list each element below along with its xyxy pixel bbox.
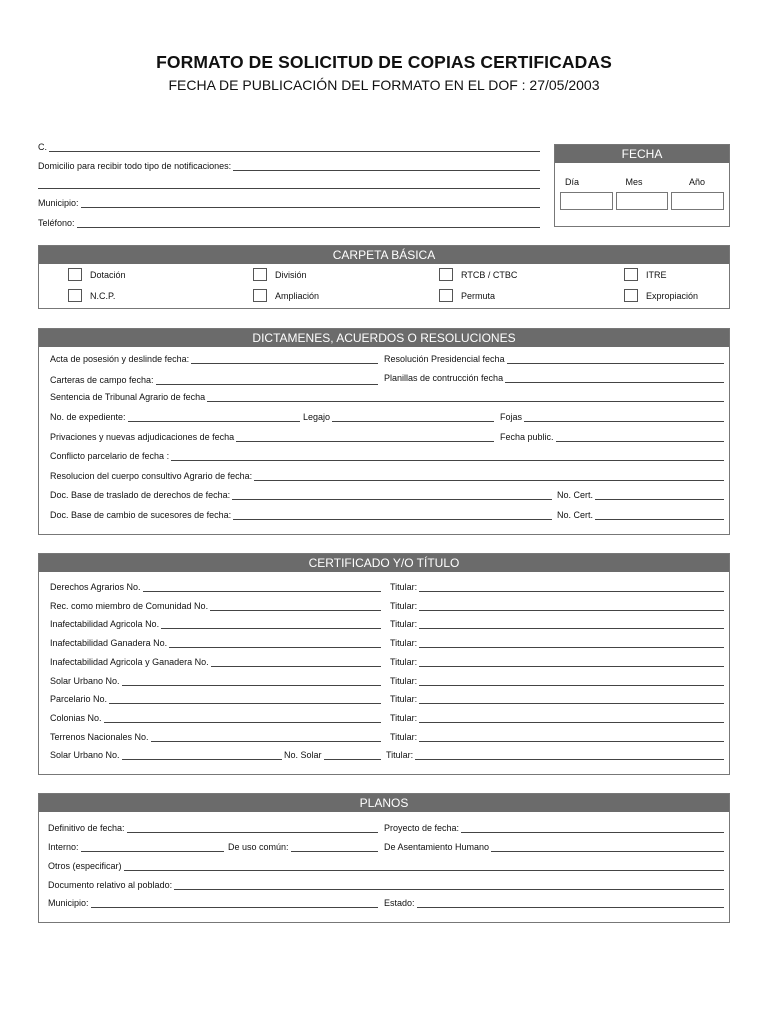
- titular-field[interactable]: [390, 732, 724, 743]
- planos-header: PLANOS: [39, 794, 729, 812]
- documento-label: Documento relativo al poblado:: [48, 880, 173, 890]
- cert-row-label: Rec. como miembro de Comunidad No.: [50, 601, 209, 611]
- titular-field[interactable]: [390, 638, 724, 649]
- telefono-field[interactable]: [38, 218, 540, 229]
- checkbox-dotacion[interactable]: [68, 268, 126, 281]
- titular-label: Titular:: [390, 619, 418, 629]
- titular-field[interactable]: [390, 657, 724, 668]
- cert-row-field[interactable]: [50, 619, 381, 630]
- uso-comun-label: De uso común:: [228, 842, 289, 852]
- titular-label: Titular:: [390, 694, 418, 704]
- cert-row-label: Parcelario No.: [50, 694, 108, 704]
- municipio-field[interactable]: [38, 198, 540, 209]
- cert-row-field[interactable]: [50, 638, 381, 649]
- carteras-field[interactable]: [50, 375, 378, 386]
- checkbox-ampliacion[interactable]: [253, 289, 319, 302]
- cert-row-label: Terrenos Nacionales No.: [50, 732, 149, 742]
- estado-field[interactable]: [384, 898, 724, 909]
- expediente-field[interactable]: [50, 412, 300, 423]
- domicilio-label: Domicilio para recibir todo tipo de notificaciones:: [38, 161, 232, 171]
- municipio-label: Municipio:: [38, 198, 79, 208]
- titular-field[interactable]: [390, 619, 724, 630]
- asentamiento-field[interactable]: [384, 842, 724, 853]
- form-title: FORMATO DE SOLICITUD DE COPIAS CERTIFICADAS: [156, 52, 612, 72]
- titular-label: Titular:: [390, 601, 418, 611]
- cert-row-field[interactable]: [50, 601, 381, 612]
- planillas-label: Planillas de contrucción fecha: [384, 373, 504, 383]
- cert-row-field[interactable]: [50, 750, 282, 761]
- checkbox-label: ITRE: [646, 269, 667, 280]
- checkbox-label: RTCB / CTBC: [461, 269, 518, 280]
- carpeta-header: CARPETA BÁSICA: [39, 246, 729, 264]
- fecha-box: [554, 144, 730, 227]
- titular-label: Titular:: [390, 657, 418, 667]
- checkbox-rtcb[interactable]: [439, 268, 517, 281]
- privaciones-field[interactable]: [50, 432, 494, 443]
- checkbox-permuta[interactable]: [439, 289, 495, 302]
- definitivo-label: Definitivo de fecha:: [48, 823, 125, 833]
- sentencia-field[interactable]: [50, 392, 724, 403]
- conflicto-field[interactable]: [50, 451, 724, 462]
- cert-row-label: Inafectabilidad Agricola y Ganadera No.: [50, 657, 209, 667]
- cert-row-label: Derechos Agrarios No.: [50, 582, 141, 592]
- no-cert-label: No. Cert.: [557, 490, 594, 500]
- planos-municipio-label: Municipio:: [48, 898, 89, 908]
- cert-row-label: Solar Urbano No.: [50, 750, 120, 760]
- titular-field[interactable]: [390, 601, 724, 612]
- checkbox-label: N.C.P.: [90, 290, 116, 301]
- checkbox-box[interactable]: [253, 268, 267, 281]
- fecha-header: FECHA: [555, 145, 729, 163]
- acta-field[interactable]: [50, 354, 378, 365]
- checkbox-box[interactable]: [68, 289, 82, 302]
- cert-row-label: Inafectabilidad Ganadera No.: [50, 638, 168, 648]
- no-solar-field[interactable]: [284, 750, 381, 761]
- resolucion-cuerpo-label: Resolucion del cuerpo consultivo Agrario de fecha:: [50, 471, 253, 481]
- sentencia-label: Sentencia de Tribunal Agrario de fecha: [50, 392, 206, 402]
- form-subtitle: FECHA DE PUBLICACIÓN DEL FORMATO EN EL DOF : 27/05/2003: [168, 77, 600, 93]
- checkbox-label: Ampliación: [275, 290, 320, 301]
- carteras-label: Carteras de campo fecha:: [50, 375, 154, 385]
- checkbox-itre[interactable]: [624, 268, 667, 281]
- domicilio-field[interactable]: [38, 161, 540, 172]
- interno-label: Interno:: [48, 842, 79, 852]
- telefono-label: Teléfono:: [38, 218, 75, 228]
- planos-municipio-field[interactable]: [48, 898, 378, 909]
- cert-row-label: Colonias No.: [50, 713, 102, 723]
- no-cert-field-1[interactable]: [557, 490, 724, 501]
- legajo-label: Legajo: [303, 412, 331, 422]
- fecha-public-label: Fecha public.: [500, 432, 554, 442]
- certificado-header: CERTIFICADO Y/O TÍTULO: [39, 554, 729, 572]
- otros-field[interactable]: [48, 861, 724, 872]
- fecha-public-field[interactable]: [500, 432, 724, 443]
- checkbox-division[interactable]: [253, 268, 307, 281]
- titular-field[interactable]: [390, 713, 724, 724]
- cert-row-field[interactable]: [50, 582, 381, 593]
- fojas-field[interactable]: [500, 412, 724, 423]
- checkbox-box[interactable]: [439, 289, 453, 302]
- checkbox-expropiacion[interactable]: [624, 289, 698, 302]
- checkbox-label: Permuta: [461, 290, 496, 301]
- cert-row-label: Solar Urbano No.: [50, 676, 120, 686]
- doc-traslado-field[interactable]: [50, 490, 552, 501]
- checkbox-label: Dotación: [90, 269, 126, 280]
- titular-field[interactable]: [390, 676, 724, 687]
- otros-label: Otros (especificar): [48, 861, 122, 871]
- mes-label: Mes: [625, 177, 643, 187]
- dictamenes-header: DICTAMENES, ACUERDOS O RESOLUCIONES: [39, 329, 729, 347]
- titular-label: Titular:: [390, 638, 418, 648]
- anio-input[interactable]: [671, 192, 724, 210]
- doc-cambio-label: Doc. Base de cambio de sucesores de fecha:: [50, 510, 232, 520]
- resolucion-cuerpo-field[interactable]: [50, 471, 724, 482]
- anio-label: Año: [688, 177, 705, 187]
- c-field[interactable]: [38, 142, 540, 153]
- no-cert-label: No. Cert.: [557, 510, 594, 520]
- c-label: C.: [38, 142, 47, 152]
- definitivo-field[interactable]: [48, 823, 378, 834]
- cert-row-field[interactable]: [50, 676, 381, 687]
- acta-label: Acta de posesión y deslinde fecha:: [50, 354, 190, 364]
- dia-label: Día: [565, 177, 580, 187]
- checkbox-box[interactable]: [624, 268, 638, 281]
- privaciones-label: Privaciones y nuevas adjudicaciones de fecha: [50, 432, 235, 442]
- cert-row-field[interactable]: [50, 694, 381, 705]
- asentamiento-label: De Asentamiento Humano: [384, 842, 490, 852]
- titular-field[interactable]: [386, 750, 724, 761]
- cert-row-field[interactable]: [50, 713, 381, 724]
- cert-row-label: Inafectabilidad Agricola No.: [50, 619, 160, 629]
- estado-label: Estado:: [384, 898, 415, 908]
- planillas-field[interactable]: [384, 373, 724, 384]
- mes-input[interactable]: [616, 192, 669, 210]
- proyecto-field[interactable]: [384, 823, 724, 834]
- resolucion-presidencial-label: Resolución Presidencial fecha: [384, 354, 505, 364]
- resolucion-presidencial-field[interactable]: [384, 354, 724, 365]
- checkbox-box[interactable]: [68, 268, 82, 281]
- titular-label: Titular:: [386, 750, 414, 760]
- expediente-label: No. de expediente:: [50, 412, 126, 422]
- no-solar-label: No. Solar: [284, 750, 322, 760]
- uso-comun-field[interactable]: [228, 842, 378, 853]
- titular-field[interactable]: [390, 694, 724, 705]
- doc-cambio-field[interactable]: [50, 510, 552, 521]
- fojas-label: Fojas: [500, 412, 523, 422]
- titular-label: Titular:: [390, 713, 418, 723]
- checkbox-label: División: [275, 269, 307, 280]
- checkbox-ncp[interactable]: [68, 289, 115, 302]
- dia-input[interactable]: [560, 192, 613, 210]
- checkbox-box[interactable]: [439, 268, 453, 281]
- no-cert-field-2[interactable]: [557, 510, 724, 521]
- legajo-field[interactable]: [303, 412, 494, 423]
- cert-row-field[interactable]: [50, 657, 381, 668]
- documento-field[interactable]: [48, 880, 724, 891]
- domicilio-extra-line[interactable]: [38, 188, 540, 189]
- titular-label: Titular:: [390, 676, 418, 686]
- titular-label: Titular:: [390, 732, 418, 742]
- checkbox-box[interactable]: [624, 289, 638, 302]
- checkbox-label: Expropiación: [646, 290, 699, 301]
- proyecto-label: Proyecto de fecha:: [384, 823, 460, 833]
- cert-row-field[interactable]: [50, 732, 381, 743]
- conflicto-label: Conflicto parcelario de fecha :: [50, 451, 170, 461]
- checkbox-box[interactable]: [253, 289, 267, 302]
- titular-label: Titular:: [390, 582, 418, 592]
- titular-field[interactable]: [390, 582, 724, 593]
- interno-field[interactable]: [48, 842, 224, 853]
- doc-traslado-label: Doc. Base de traslado de derechos de fecha:: [50, 490, 231, 500]
